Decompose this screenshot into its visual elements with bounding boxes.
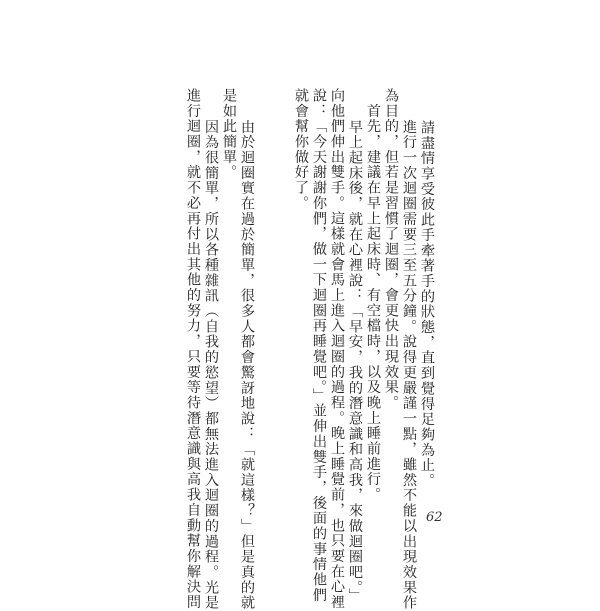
text-line: 說：「今天謝謝你們，做一下迴圈再睡覺吧。」並伸出雙手，後面的事情他們 [311, 88, 327, 603]
page-number: 62 [426, 510, 443, 525]
text-line: 進行一次迴圈需要三至五分鐘。說得更嚴謹一點，雖然不能以出現效果作 [401, 104, 417, 611]
text-line: 由於迴圈實在過於簡單，很多人都會驚訝地說：「就這樣？」但是真的就 [239, 104, 255, 611]
text-line: 進行迴圈，就不必再付出其他的努力，只要等待潛意識與高我自動幫你解決問 [185, 88, 201, 610]
text-line: 因為很簡單，所以各種雜訊（自我的慾望）都無法進入迴圈的過程。光是 [203, 104, 219, 611]
text-line: 請盡情享受彼此手牽著手的狀態，直到覺得足夠為止。 [419, 120, 435, 489]
text-line: 為目的，但若是習慣了迴圈，會更快出現效果。 [383, 88, 399, 411]
text-line: 向他們伸出雙手。這樣就會馬上進入迴圈的過程。晚上睡覺前，也只要在心裡 [329, 88, 345, 610]
text-line: 首先，建議在早上起床時、有空檔時，以及晚上睡前進行。 [365, 88, 381, 503]
text-line: 是如此簡單。 [221, 88, 237, 181]
text-line: 就會幫你做好了。 [293, 88, 309, 211]
text-line: 早上起床後，就在心裡說：「早安，我的潛意識和高我，來做迴圈吧。」 [347, 104, 363, 604]
